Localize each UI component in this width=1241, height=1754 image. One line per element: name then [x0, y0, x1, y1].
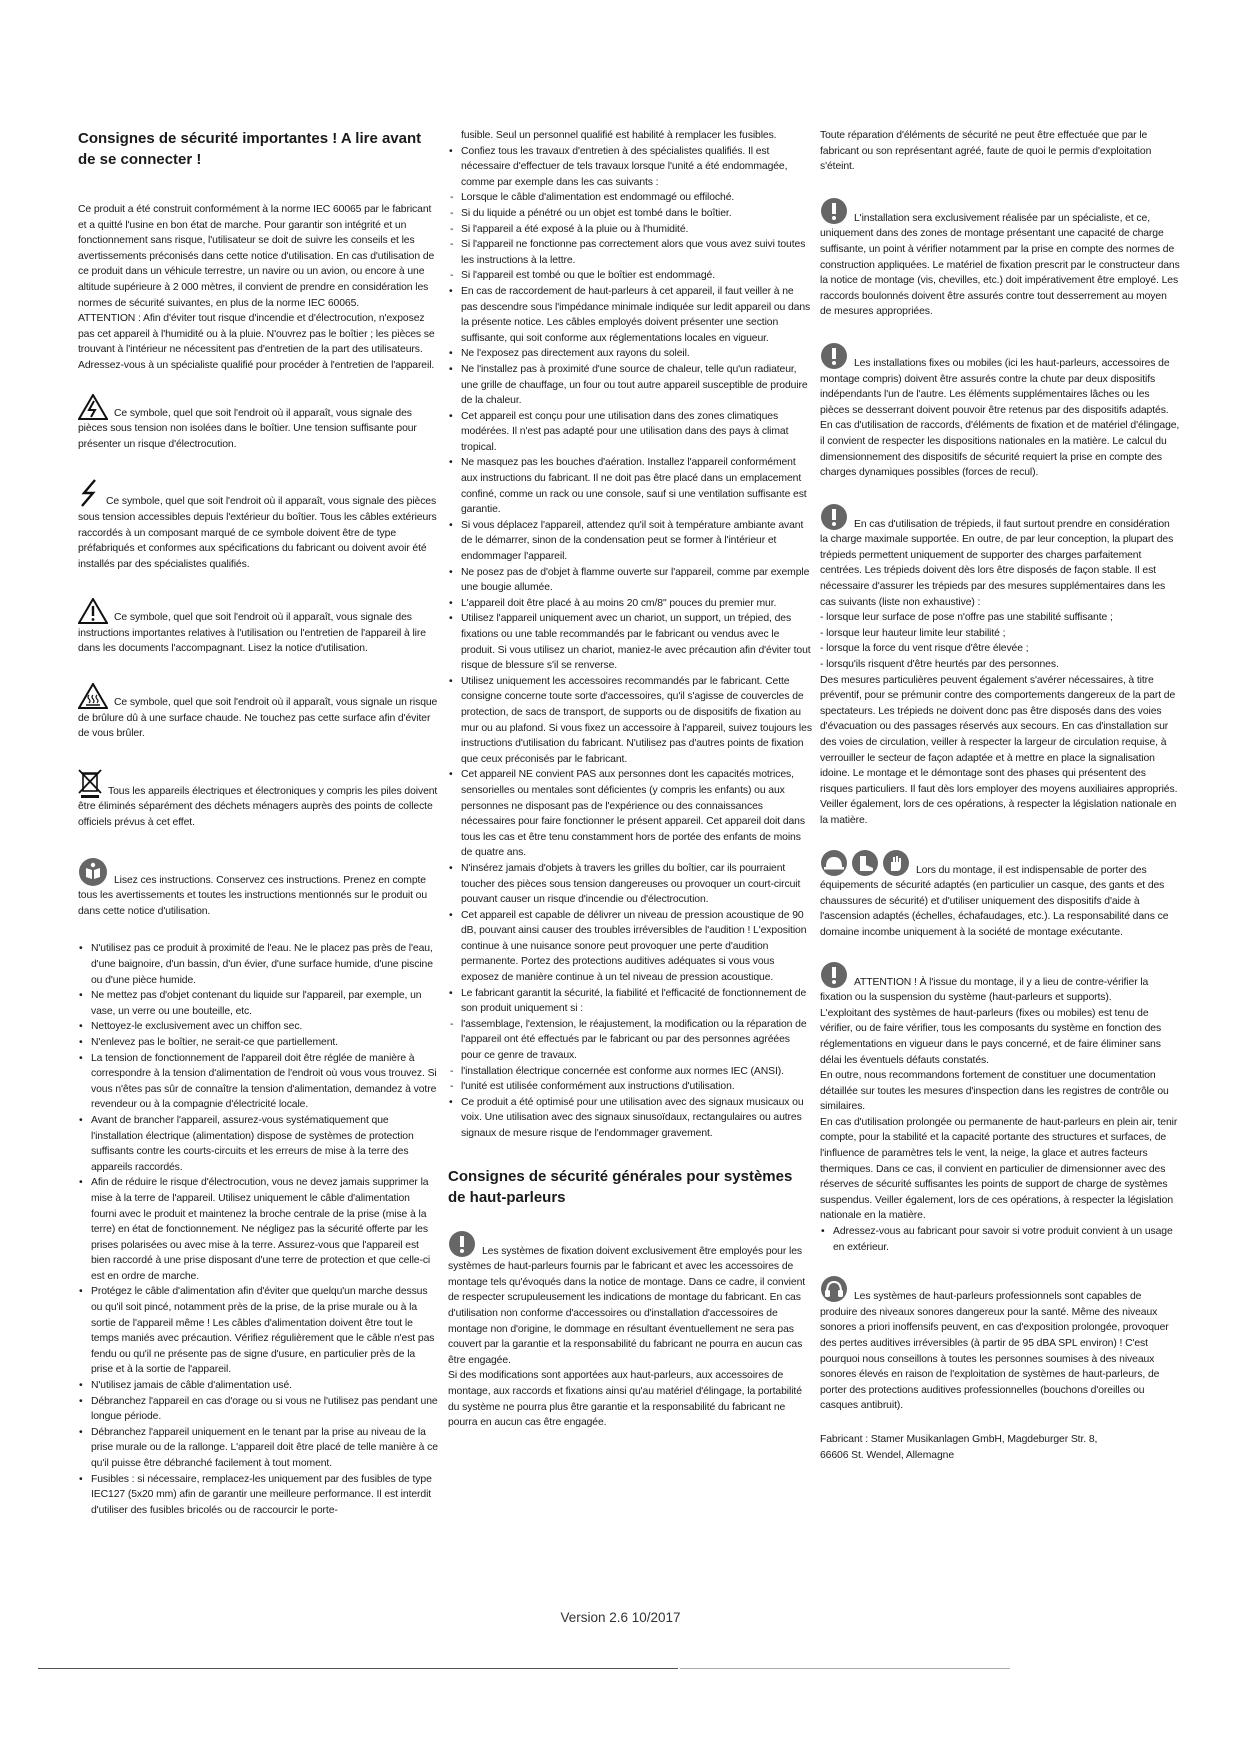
list-item: • Ne l'installez pas à proximité d'une source de chaleur, telle qu'un radiateur, une grille de chauffage, un four ou tout autre appareil susceptible de produire de la chaleur.: [448, 362, 812, 409]
manufacturer-line: Fabricant : Stamer Musikanlagen GmbH, Magdeburger Str. 8,: [820, 1433, 1098, 1445]
safety-shoe-icon: [851, 849, 879, 877]
list-item: • N'utilisez jamais de câble d'alimentation usé.: [78, 1378, 438, 1394]
electric-warning-icon: [78, 394, 108, 420]
symbol-read-text: Lisez ces instructions. Conservez ces instructions. Prenez en compte tous les avertissements et toutes les instructions mentionnés sur le produit ou dans cette notice d'utilisation.: [78, 874, 428, 917]
main-title: Consignes de sécurité importantes ! A lire avant de se connecter !: [78, 130, 422, 168]
list-item: - l'assemblage, l'extension, le réajustement, la modification ou la réparation de l'appareil ont été effectués par le fabricant ou par des personnes agréées pour ce genre de travaux.: [448, 1017, 812, 1064]
tripod-text: En cas d'utilisation de trépieds, il faut surtout prendre en considération la charge maximale supportée. En outre, de par leur conception, la plupart des trépieds permettent uniquement de supporter des charges parfaitement centrées. Les trépieds doivent dès lors être disposés de façon stable. Il est nécessaire d'assurer les trépieds par des mesures supplémentaires dans les cas suivants (liste non exhaustive) :: [820, 518, 1174, 608]
list-item: - Si du liquide a pénétré ou un objet est tombé dans le boîtier.: [448, 206, 812, 222]
list-item: • Débranchez l'appareil uniquement en le tenant par la prise au niveau de la prise murale ou de la rallonge. L'appareil doit être placé de telle manière à ce qu'il puisse être débranché facilement à tout moment.: [78, 1425, 438, 1472]
tripod-case: - lorsque la force du vent risque d'être élevée ;: [820, 643, 1029, 655]
health-text: Les systèmes de haut-parleurs professionnels sont capables de produire des niveaux sonores dangereux pour la santé. Même des niveaux sonores a priori inoffensifs peuvent, en cas d'exposition prolongée, provoquer des pertes auditives irréversibles (à partir de 95 dBA SPL environ) ! C'est pourquoi nous conseillons à toutes les personnes soumises à des niveaux sonores élevés en raison de l'exploitation de systèmes de haut-parleurs, de porter des protections auditives professionnelles (bouchons d'oreilles ou casques antibruit).: [820, 1291, 1169, 1412]
symbol-warning-block: [78, 598, 438, 657]
list-item: • N'enlevez pas le boîtier, ne serait-ce que partiellement.: [78, 1035, 438, 1051]
fixation-block: [448, 1230, 812, 1369]
list-item: • Cet appareil est capable de délivrer un niveau de pression acoustique de 90 dB, pouvant ainsi causer des troubles irréversibles de l'audition ! L'exposition continue à une nuisance sonore peut provoquer une perte d'audition permanente. Portez des protections auditives adéquates si vous vous exposez de manière continue à un tel niveau de pression acoustique.: [448, 908, 812, 986]
list-item: • En cas de raccordement de haut-parleurs à cet appareil, il faut veiller à ne pas descendre sous l'impédance minimale indiquée sur ledit appareil ou dans la présente notice. Les câbles employés doivent présenter une section suffisante, qui soit conforme aux réglementations locales en vigueur.: [448, 284, 812, 346]
list-item: - Lorsque le câble d'alimentation est endommagé ou effiloché.: [448, 190, 812, 206]
crossed-bin-icon: [78, 768, 102, 798]
list-item: • Utilisez uniquement les accessoires recommandés par le fabricant. Cette consigne concerne toute sorte d'accessoires, qu'il s'agisse de couvercles de protection, de sacs de transport, de supports ou de dispositifs de fixation au mur ou au plafond. Si vous fixez un accessoire à l'appareil, suivez toujours les instructions d'utilisation du fabricant. N'utilisez pas d'autres points de fixation que ceux préconisés par le fabricant.: [448, 674, 812, 768]
list-item: • N'insérez jamais d'objets à travers les grilles du boîtier, car ils pourraient toucher des pièces sous tension dangereuses ou provoquer un court-circuit pouvant causer un risque d'incendie ou d'électrocution.: [448, 861, 812, 908]
symbol-read-block: [78, 857, 438, 920]
list-item: • Ne masquez pas les bouches d'aération. Installez l'appareil conformément aux instructions du fabricant. Il ne doit pas être placé dans un emplacement confiné, comme un rack ou une console, sauf si une ventilation suffisante est garantie.: [448, 455, 812, 517]
list-item: • Nettoyez-le exclusivement avec un chiffon sec.: [78, 1019, 438, 1035]
column-left: [78, 128, 438, 1518]
mandatory-info-icon: [820, 503, 848, 531]
ppe-text: Lors du montage, il est indispensable de porter des équipements de sécurité adaptés (en particulier un casque, des gants et des chaussures de sécurité) et d'utiliser uniquement des dispositifs d'aide à l'ascension adaptés (échelles, échafaudages, etc.). La responsabilité dans ce domaine incombe uniquement à la société de montage exécutante.: [820, 864, 1169, 938]
mandatory-info-icon: [820, 342, 848, 370]
exclamation-triangle-icon: [78, 598, 108, 624]
symbol-warning-text: Ce symbole, quel que soit l'endroit où il apparaît, vous signale des instructions importantes relatives à l'utilisation ou l'entretien de l'appareil à lire dans les documents l'accompagnant. Lisez la notice d'utilisation.: [78, 612, 426, 655]
attention-paragraph: ATTENTION : Afin d'éviter tout risque d'incendie et d'électrocution, n'exposez pas cet appareil à l'humidité ou à la pluie. N'ouvrez pas le boîtier ; les pièces se trouvant à l'intérieur ne nécessitent pas d'entretien de la part des utilisateurs. Adressez-vous à un spécialiste qualifié pour procéder à l'entretien de l'appareil.: [78, 313, 435, 371]
maintenance-list: [448, 144, 812, 1142]
list-item: - Si l'appareil ne fonctionne pas correctement alors que vous avez suivi toutes les instructions à la lettre.: [448, 237, 812, 268]
list-item: • Ce produit a été optimisé pour une utilisation avec des signaux musicaux ou voix. Une utilisation avec des signaux sinusoïdaux, rectangulaires ou autres signaux de mesure risque de l'endommager gravement.: [448, 1095, 812, 1142]
list-item: • Cet appareil est conçu pour une utilisation dans des zones climatiques modérées. Il n'est pas adapté pour une utilisation dans des pays à climat tropical.: [448, 409, 812, 456]
tripod-block: [820, 503, 1180, 611]
fixation-text: Les systèmes de fixation doivent exclusivement être employés pour les systèmes de haut-parleurs fournis par le fabricant et avec les accessoires de montage tels qu'évoqués dans la notice de montage. Dans ce cadre, il convient de respecter scrupuleusement les indications de montage du fabricant. En cas d'utilisation non conforme d'accessoires ou d'installation d'accessoires de montage non d'origine, le dommage en résultant éventuellement ne sera pas couvert par la garantie et la responsabilité du fabricant ne pourra en aucun cas être engagée.: [448, 1245, 806, 1366]
mandatory-info-icon: [820, 961, 848, 989]
safety-bullet-list-1: [78, 941, 438, 1518]
list-item: - l'installation électrique concernée est conforme aux normes IEC (ANSI).: [448, 1064, 812, 1080]
tripod-case: - lorsqu'ils risquent d'être heurtés par des personnes.: [820, 659, 1059, 671]
helmet-icon: [820, 849, 848, 877]
symbol-hot-text: Ce symbole, quel que soit l'endroit où il apparaît, vous signale un risque de brûlure dû à une surface chaude. Ne touchez pas cette surface afin d'éviter de vous brûler.: [78, 697, 438, 740]
modification-paragraph: Si des modifications sont apportées aux haut-parleurs, aux accessoires de montage, aux raccords et fixations ainsi qu'au matériel d'élingage, la portabilité du système ne pourra plus être garantie et la responsabilité du fabricant ne pourra en aucun cas être engagée.: [448, 1370, 802, 1429]
intro-paragraph: Ce produit a été construit conformément à la norme IEC 60065 par le fabricant et a quitté l'usine en bon état de marche. Pour garantir son intégrité et un fonctionnement sans risque, l'utilisateur se doit de suivre les conseils et les avertissements préconisés dans cette notice d'utilisation. En cas d'utilisation de ce produit dans un véhicule terrestre, un navire ou un avion, ou encore à une altitude supérieure à 2 000 mètres, il convient de prendre en considération les normes de sécurité suivantes, en plus de la norme IEC 60065.: [78, 204, 435, 309]
symbol-voltage-text: Ce symbole, quel que soit l'endroit où il apparaît, vous signale des pièces sous tension non isolées dans le boîtier. Une tension suffisante pour présenter un risque d'électrocution.: [78, 407, 417, 450]
list-item: • Ne l'exposez pas directement aux rayons du soleil.: [448, 346, 812, 362]
column-right: [820, 128, 1180, 1463]
documentation-paragraph: En outre, nous recommandons fortement de constituer une documentation détaillée sur toutes les mesures d'inspection dans les registres de contrôle ou similaires.: [820, 1070, 1169, 1113]
list-item: • Confiez tous les travaux d'entretien à des spécialistes qualifiés. Il est nécessaire d'effectuer de tels travaux lorsque l'unité a été endommagée, comme par exemple dans les cas suivants :: [448, 144, 812, 191]
list-item: • Le fabricant garantit la sécurité, la fiabilité et l'efficacité de fonctionnement de son produit uniquement si :: [448, 986, 812, 1017]
list-item: • Si vous déplacez l'appareil, attendez qu'il soit à température ambiante avant de le démarrer, sinon de la condensation peut se former à l'intérieur et endommager l'appareil.: [448, 518, 812, 565]
list-item: • Afin de réduire le risque d'électrocution, vous ne devez jamais supprimer la mise à la terre de l'appareil. Utilisez uniquement le câble d'alimentation fourni avec le produit et maintenez la broche centrale de la prise (mise à la terre) en état de fonctionnement. Ne négligez pas la sécurité offerte par les prises polarisées ou avec mise à la terre. Assurez-vous que l'appareil est bien raccordé à une prise disposant d'une terre de protection et que celle-ci est en ordre de marche.: [78, 1175, 438, 1284]
mandatory-info-icon: [448, 1230, 476, 1258]
hot-surface-icon: [78, 683, 108, 709]
install-text: L'installation sera exclusivement réalisée par un spécialiste, et ce, uniquement dans des zones de montage présentant une capacité de charge suffisante, un point à vérifier notamment par la prise en compte des normes de construction appliquées. Le matériel de fixation prescrit par le constructeur dans la notice de montage (vis, chevilles, etc.) doit impérativement être employé. Les raccords boulonnés doivent être assurés contre tout desserrement au moyen de mesures appropriées.: [820, 212, 1180, 318]
list-item: • Ne mettez pas d'objet contenant du liquide sur l'appareil, par exemple, un vase, un verre ou une bouteille, etc.: [78, 988, 438, 1019]
operator-paragraph: L'exploitant des systèmes de haut-parleurs (fixes ou mobiles) est tenu de vérifier, ou de faire vérifier, tous les composants du système en fonction des réglementations en vigueur dans le pays concerné, et de faire éliminer sans délai les éventuels défauts constatés.: [820, 1007, 1162, 1066]
mandatory-info-icon: [820, 197, 848, 225]
symbol-live-block: [78, 478, 438, 572]
install-block: [820, 197, 1180, 320]
fixed-install-block: [820, 342, 1180, 481]
list-item: • Ne posez pas de d'objet à flamme ouverte sur l'appareil, comme par exemple une bougie allumée.: [448, 565, 812, 596]
fixed-install-text: Les installations fixes ou mobiles (ici les haut-parleurs, accessoires de montage compris) doivent être assurés contre la chute par deux dispositifs indépendants l'un de l'autre. Les éléments supplémentaires lâches ou les pièces se desserrant doivent pouvoir être retenus par des dispositifs adaptés. En cas d'utilisation de raccords, d'éléments de fixation et de matériel d'élingage, il convient de respecter les dispositions nationales en la matière. Le calcul du dimensionnement des dispositifs de sécurité requiert la prise en compte des charges dynamiques possibles (forces de recul).: [820, 357, 1180, 479]
lightning-bolt-icon: [78, 478, 100, 508]
ppe-block: [820, 849, 1180, 941]
list-item: • N'utilisez pas ce produit à proximité de l'eau. Ne le placez pas près de l'eau, d'une baignoire, d'un bassin, d'un évier, d'une surface humide, d'une piscine ou d'une pièce humide.: [78, 941, 438, 988]
list-item: - Si l'appareil est tombé ou que le boîtier est endommagé.: [448, 268, 812, 284]
list-item: • Cet appareil NE convient PAS aux personnes dont les capacités motrices, sensorielles ou mentales sont déficientes (y compris les enfants) ou aux personnes ne disposant pas de l'expérience ou des connaissances nécessaires pour faire fonctionner le présent appareil. Cet appareil doit dans tous les cas et être tenu constamment hors de portée des enfants de moins de quatre ans.: [448, 767, 812, 861]
outdoor-paragraph: En cas d'utilisation prolongée ou permanente de haut-parleurs en plein air, tenir compte, pour la stabilité et la capacité portante des structures et surfaces, de l'influence de paramètres tels le vent, la neige, la glace et autres facteurs thermiques. Dans ce cas, il convient en particulier de dimensionner avec des réserves de sécurité suffisantes les points de support de charge de systèmes suspendus. Veiller également, lors de ces opérations, à respecter la législation nationale en la matière.: [820, 1116, 1178, 1222]
repair-paragraph: Toute réparation d'éléments de sécurité ne peut être effectuée que par le fabricant ou son représentant agréé, faute de quoi le permis d'exploitation s'éteint.: [820, 130, 1152, 173]
footer-divider: [38, 1668, 678, 1669]
address-line: 66606 St. Wendel, Allemagne: [820, 1449, 955, 1461]
column-middle: [448, 128, 812, 1431]
symbol-voltage-block: [78, 394, 438, 453]
list-item: • Adressez-vous au fabricant pour savoir si votre produit convient à un usage en extérieur.: [820, 1224, 1180, 1255]
list-item: • Avant de brancher l'appareil, assurez-vous systématiquement que l'installation électrique (alimentation) dispose de systèmes de protection suffisants contre les courts-circuits et les erreurs de mise à la terre des appareils raccordés.: [78, 1113, 438, 1175]
outdoor-list: [820, 1224, 1180, 1255]
section-title-speakers: Consignes de sécurité générales pour systèmes de haut-parleurs: [448, 1167, 793, 1206]
symbol-weee-block: [78, 768, 438, 831]
tripod-case: - lorsque leur hauteur limite leur stabilité ;: [820, 627, 1006, 639]
symbol-weee-text: Tous les appareils électriques et électroniques y compris les piles doivent être éliminés séparément des déchets ménagers auprès des points de collecte officiels prévus à cet effet.: [78, 785, 438, 829]
symbol-live-text: Ce symbole, quel que soit l'endroit où il apparaît, vous signale des pièces sous tension accessibles depuis l'extérieur du boîtier. Tous les câbles extérieurs raccordés à un composant marqué de ce symbole doivent être de type préfabriqués et conformes aux spécifications du fabricant ou doivent avoir été installés par des spécialistes qualifiés.: [78, 496, 437, 570]
list-item: • Protégez le câble d'alimentation afin d'éviter que quelqu'un marche dessus ou qu'il soit pincé, notamment près de la prise, de la prise murale ou à la sortie de l'appareil même ! Les câbles d'alimentation doivent être tout le temps maniés avec précaution. Vérifiez régulièrement que le câble n'est pas fendu ou qu'il ne présente pas de signe d'usure, en particulier près de la prise et à la sortie de l'appareil.: [78, 1284, 438, 1378]
list-item: - l'unité est utilisée conformément aux instructions d'utilisation.: [448, 1079, 812, 1095]
version-footer: Version 2.6 10/2017: [560, 1610, 681, 1625]
list-item: • Débranchez l'appareil en cas d'orage ou si vous ne l'utilisez pas pendant une longue période.: [78, 1394, 438, 1425]
list-item: • Fusibles : si nécessaire, remplacez-les uniquement par des fusibles de type IEC127 (5x20 mm) afin de garantir une meilleure performance. Il est interdit d'utiliser des fusibles bricolés ou de raccourcir le porte-: [78, 1472, 438, 1519]
ear-protection-icon: [820, 1275, 848, 1303]
fuse-continuation: fusible. Seul un personnel qualifié est habilité à remplacer les fusibles.: [461, 130, 777, 141]
health-block: [820, 1275, 1180, 1414]
symbol-hot-block: [78, 683, 438, 742]
list-item: • La tension de fonctionnement de l'appareil doit être réglée de manière à correspondre à la tension d'alimentation de l'endroit où vous vous trouvez. Si vous n'êtes pas sûr de connaître la tension d'alimentation, demandez à votre revendeur ou à la compagnie d'électricité locale.: [78, 1051, 438, 1113]
list-item: • L'appareil doit être placé à au moins 20 cm/8" pouces du premier mur.: [448, 596, 812, 612]
verify-text: ATTENTION ! À l'issue du montage, il y a lieu de contre-vérifier la fixation ou la suspension du système (haut-parleurs et supports).: [820, 976, 1149, 1004]
tripod-more-paragraph: Des mesures particulières peuvent également s'avérer nécessaires, à titre préventif, pour se prémunir contre des comportements dangereux de la part de spectateurs. Les trépieds ne doivent donc pas être disposés dans des voies d'évacuation ou des passages réservés aux secours. En cas d'installation sur des voies de circulation, veiller à respecter la largeur de circulation requise, à verrouiller le secteur de façon adaptée et à mettre en place la signalisation idoine. Le montage et le démontage sont des phases qui présentent des risques particuliers. Il faut dès lors employer des moyens auxiliaires appropriés. Veiller également, lors de ces opérations, à respecter la législation nationale en la matière.: [820, 674, 1178, 826]
list-item: - Si l'appareil a été exposé à la pluie ou à l'humidité.: [448, 222, 812, 238]
read-manual-icon: [78, 857, 108, 887]
tripod-case: - lorsque leur surface de pose n'offre pas une stabilité suffisante ;: [820, 612, 1113, 624]
footer-divider-faint: [680, 1668, 1010, 1669]
list-item: • Utilisez l'appareil uniquement avec un chariot, un support, un trépied, des fixations ou une table recommandés par le fabricant ou vendus avec le produit. Si vous utilisez un chariot, maniez-le avec précaution afin d'éviter tout risque de blessure s'il se renverse.: [448, 611, 812, 673]
verify-block: [820, 961, 1180, 1006]
gloves-icon: [882, 849, 910, 877]
